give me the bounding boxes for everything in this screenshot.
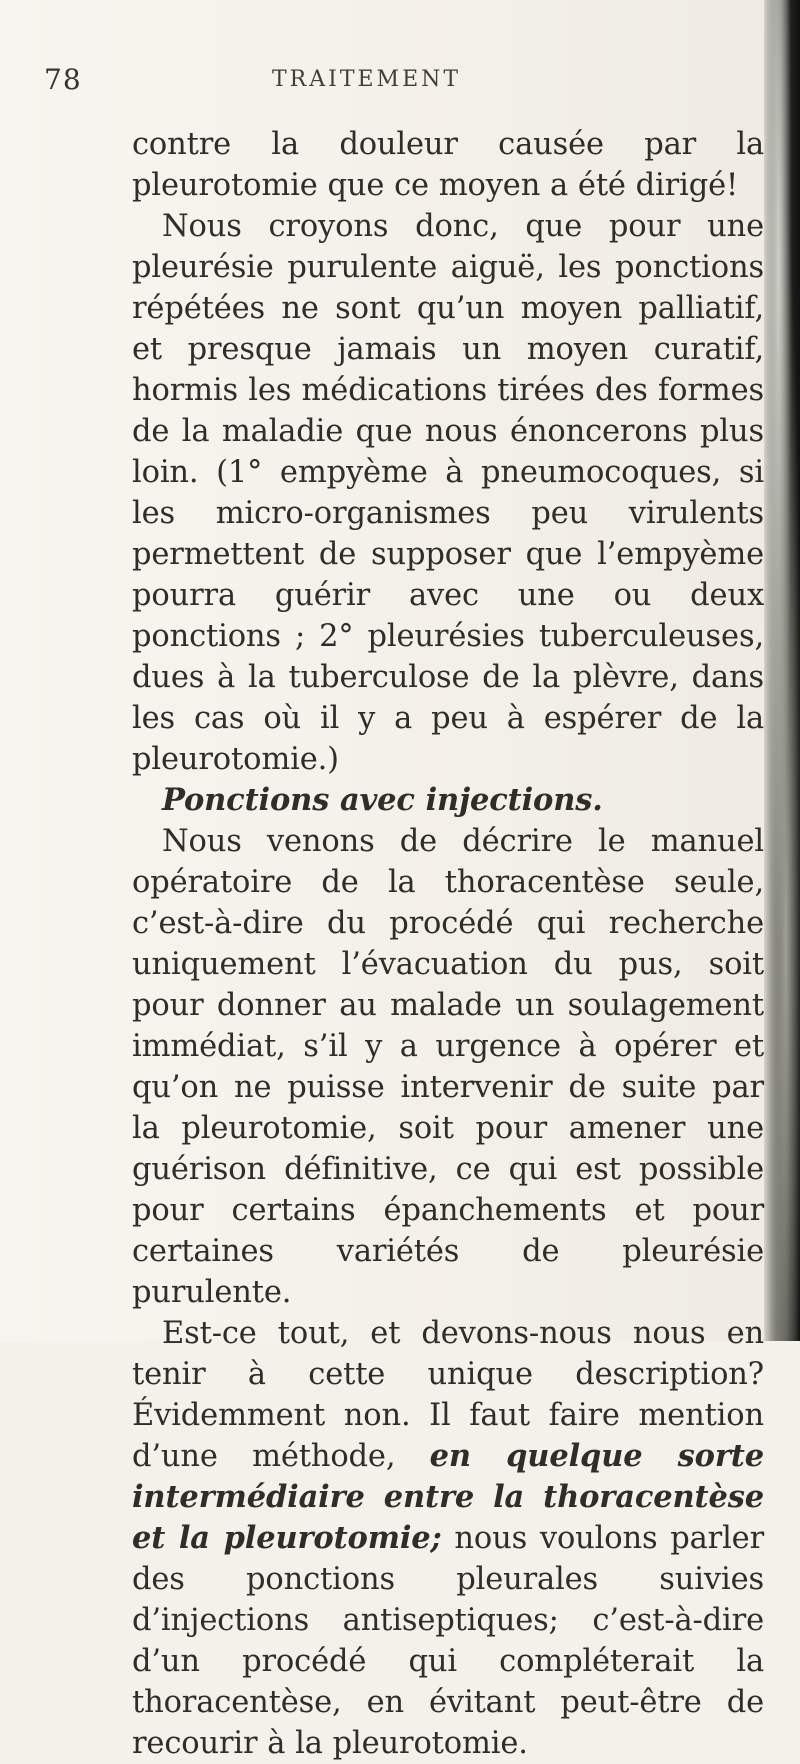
paragraph-4-start: Est-ce tout, et devons-nous nous en tenir à cette unique description? Évidemment non. Il faut faire mention d’une méthode,	[132, 1316, 764, 1474]
paragraph-2: Nous croyons donc, que pour une pleurésie purulente aiguë, les ponctions répétées ne sont qu’un moyen palliatif, et presque jamais un moyen curatif, hormis les médications tirées des formes de la maladie que nous énoncerons plus loin. (1° empyème à pneumocoques, si les micro-organismes peu virulents permettent de supposer que l’empyème pourra guérir avec une ou deux ponctions ; 2° pleurésies tuberculeuses, dues à la tuberculose de la plèvre, dans les cas où il y a peu à espérer de la pleurotomie.)	[132, 209, 764, 777]
paragraph-4	[132, 1313, 764, 1764]
paragraph-4-end: nous voulons parler des ponctions pleurales suivies d’injections antiseptiques; c’est-à-dire d’un procédé qui compléterait la thoracentèse, en évitant peut-être de recourir à la pleurotomie.	[132, 1521, 765, 1761]
paragraph-4-emphasis: en quelque sorte intermédiaire entre la thoracentèse et la pleurotomie;	[132, 1438, 764, 1556]
page-edge-shadow	[764, 0, 800, 1341]
paragraph-3: Nous venons de décrire le manuel opératoire de la thoracentèse seule, c’est-à-dire du procédé qui recherche uniquement l’évacuation du pus, soit pour donner au malade un soulagement immédiat, s’il y a urgence à opérer et qu’on ne puisse intervenir de suite par la pleurotomie, soit pour amener une guérison définitive, ce qui est possible pour certains épanchements et pour certaines variétés de pleurésie purulente.	[132, 824, 764, 1310]
page-number: 78	[44, 63, 82, 96]
paragraph-1: contre la douleur causée par la pleurotomie que ce moyen a été dirigé!	[132, 127, 764, 203]
section-heading: Ponctions avec injections.	[162, 782, 603, 818]
running-head: TRAITEMENT	[272, 67, 462, 92]
page-header	[44, 62, 724, 98]
text-block	[132, 124, 764, 1764]
